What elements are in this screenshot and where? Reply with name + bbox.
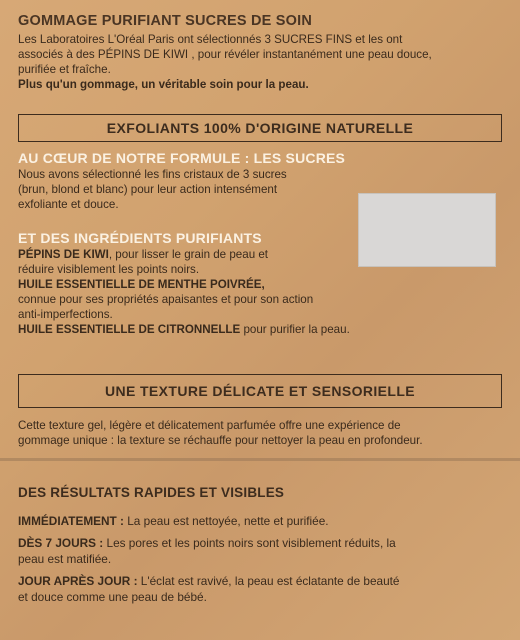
result-7-days	[18, 535, 502, 551]
sugars-heading: AU CŒUR DE NOTRE FORMULE : LES SUCRES	[18, 150, 346, 166]
days-text: Les pores et les points noirs sont visiblement réduits, la	[103, 536, 396, 550]
ingredients-heading: ET DES INGRÉDIENTS PURIFIANTS	[18, 230, 262, 246]
texture-line-2: gommage unique : la texture se réchauffe pour nettoyer la peau en profondeur.	[18, 434, 423, 447]
section-divider	[0, 458, 520, 461]
texture-box: UNE TEXTURE DÉLICATE ET SENSORIELLE	[18, 374, 502, 408]
sugars-line-1: Nous avons sélectionné les fins cristaux de 3 sucres	[18, 168, 287, 181]
results-heading: DES RÉSULTATS RAPIDES ET VISIBLES	[18, 485, 285, 500]
results-section	[0, 485, 520, 605]
mint-line-1: connue pour ses propriétés apaisantes et pour son action	[18, 293, 314, 306]
intro-section	[0, 0, 520, 108]
intro-tagline: Plus qu'un gommage, un véritable soin pour la peau.	[18, 78, 309, 91]
sugars-line-3: exfoliante et douce.	[18, 198, 119, 211]
sugars-line-2: (brun, blond et blanc) pour leur action intensément	[18, 183, 278, 196]
texture-section	[0, 418, 520, 448]
kiwi-name: PÉPINS DE KIWI	[18, 248, 109, 261]
daily-text: L'éclat est ravivé, la peau est éclatante de beauté	[137, 574, 400, 588]
result-immediate	[18, 513, 502, 529]
kiwi-line-2: réduire visiblement les points noirs.	[18, 263, 200, 276]
mint-name: HUILE ESSENTIELLE DE MENTHE POIVRÉE,	[18, 278, 265, 291]
lemongrass-text: pour purifier la peau.	[240, 323, 350, 336]
natural-exfoliants-box: EXFOLIANTS 100% D'ORIGINE NATURELLE	[18, 114, 502, 142]
mint-line-2: anti-imperfections.	[18, 308, 113, 321]
lemongrass-item	[18, 322, 502, 337]
intro-line-2: associés à des PÉPINS DE KIWI , pour révéler instantanément une peau douce,	[18, 48, 432, 61]
immediate-label: IMMÉDIATEMENT :	[18, 514, 124, 528]
days-label: DÈS 7 JOURS :	[18, 536, 104, 550]
intro-line-1: Les Laboratoires L'Oréal Paris ont sélectionnés 3 SUCRES FINS et les ont	[18, 33, 403, 46]
days-line-2: peau est matifiée.	[18, 552, 112, 566]
kiwi-item	[18, 247, 502, 262]
daily-label: JOUR APRÈS JOUR :	[18, 574, 138, 588]
ingredients-section	[0, 230, 520, 337]
result-daily	[18, 573, 502, 589]
lemongrass-name: HUILE ESSENTIELLE DE CITRONNELLE	[18, 323, 241, 336]
immediate-text: La peau est nettoyée, nette et purifiée.	[123, 514, 329, 528]
texture-line-1: Cette texture gel, légère et délicatement parfumée offre une expérience de	[18, 419, 401, 432]
intro-line-3: purifiée et fraîche.	[18, 63, 111, 76]
product-title: GOMMAGE PURIFIANT SUCRES DE SOIN	[18, 13, 312, 29]
daily-line-2: et douce comme une peau de bébé.	[18, 590, 207, 604]
kiwi-text: , pour lisser le grain de peau et	[108, 248, 269, 261]
